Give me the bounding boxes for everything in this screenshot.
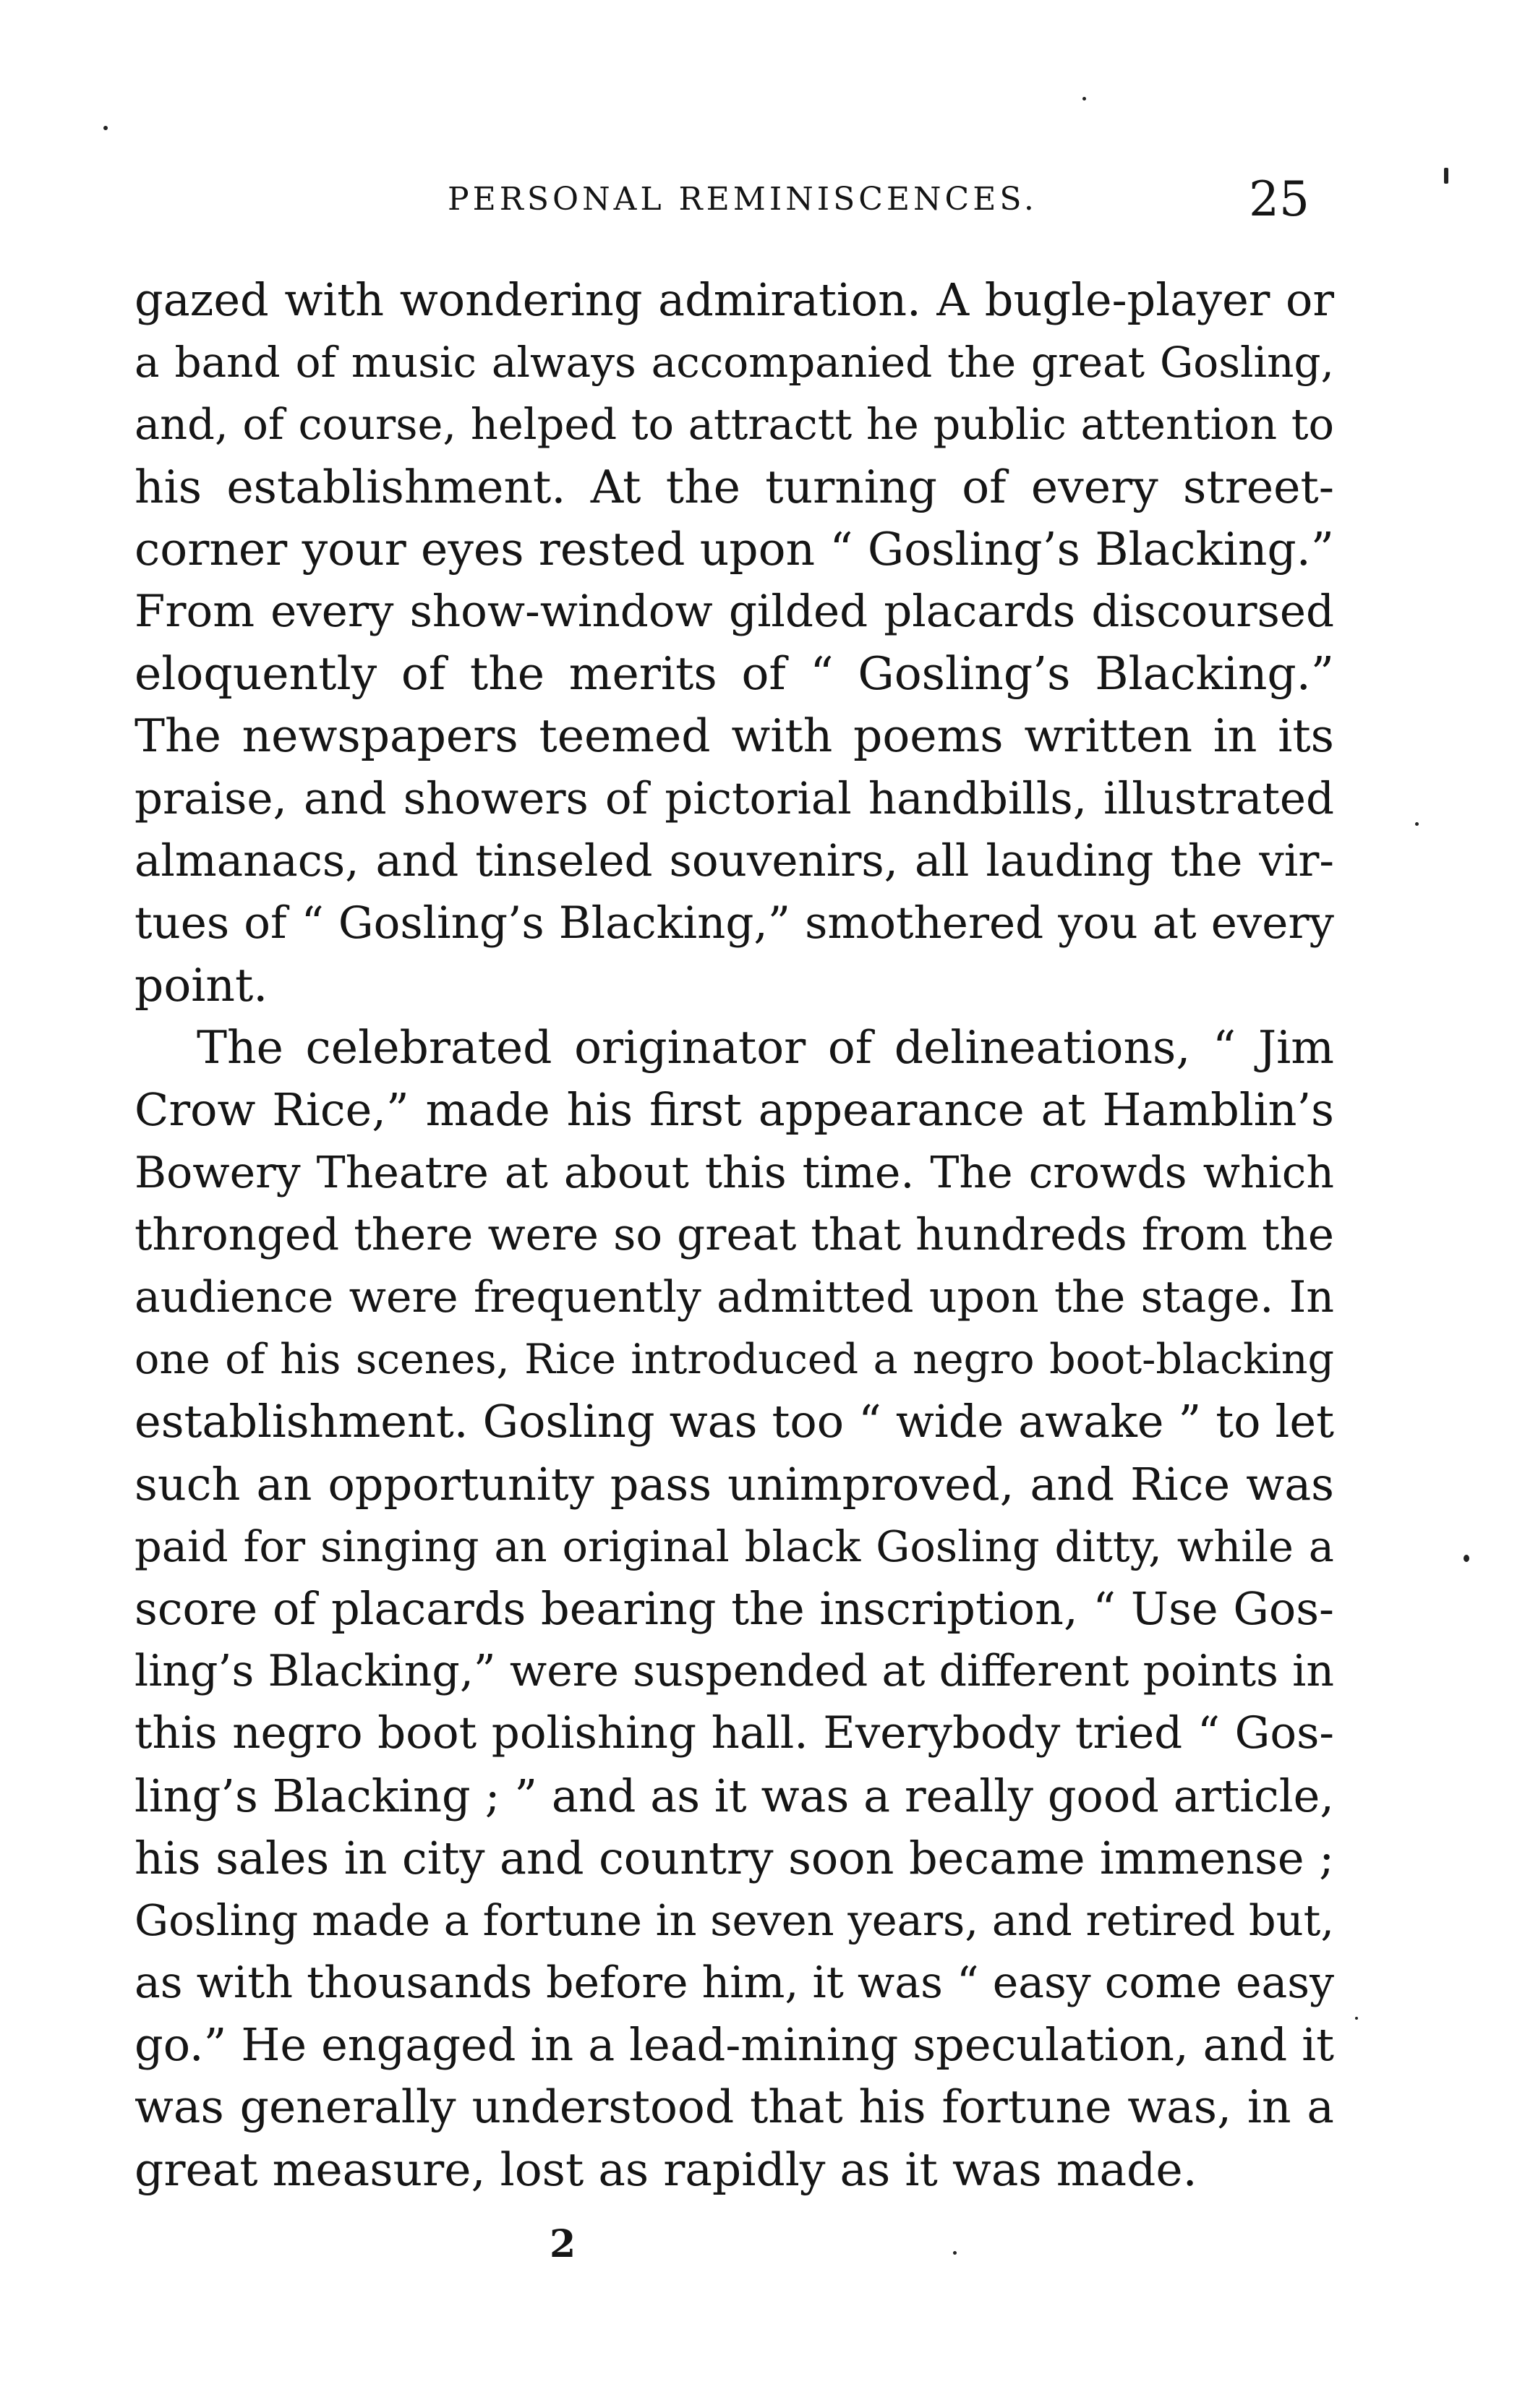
- text-line: ling’s Blacking,” were suspended at different points in: [134, 1646, 1334, 1697]
- text-line: and, of course, helped to attractt he public attention to: [134, 399, 1334, 450]
- ink-speck: [1464, 1555, 1469, 1562]
- text-line: Gosling made a fortune in seven years, and retired but,: [134, 1895, 1335, 1945]
- text-line: one of his scenes, Rice introduced a negro boot-blacking: [134, 1336, 1334, 1384]
- ink-speck: [1355, 2017, 1358, 2020]
- ink-speck: [1082, 97, 1086, 101]
- ink-speck: [1444, 168, 1448, 184]
- text-line: a band of music always accompanied the great Gosling,: [134, 338, 1334, 388]
- text-line: almanacs, and tinseled souvenirs, all lauding the vir-: [134, 834, 1334, 887]
- text-line: eloquently of the merits of “ Gosling’s Blacking.”: [134, 647, 1334, 701]
- text-line: such an opportunity pass unimproved, and Rice was: [134, 1457, 1334, 1511]
- text-line: his establishment. At the turning of every street-: [134, 460, 1334, 513]
- ink-speck: [1415, 822, 1419, 826]
- text-line: The newspapers teemed with poems written in its: [134, 709, 1334, 763]
- text-line: as with thousands before him, it was “ easy come easy: [134, 1957, 1334, 2009]
- text-line: great measure, lost as rapidly as it was made.: [134, 2143, 1197, 2196]
- text-line: thronged there were so great that hundreds from the: [134, 1208, 1334, 1260]
- text-line: ling’s Blacking ; ” and as it was a really good article,: [134, 1769, 1334, 1822]
- text-line: his sales in city and country soon became immense ;: [134, 1831, 1334, 1884]
- running-title: PERSONAL REMINISCENCES.: [448, 181, 1038, 218]
- signature-mark: 2: [550, 2222, 576, 2266]
- text-line: praise, and showers of pictorial handbills, illustrated: [134, 772, 1334, 824]
- text-line: this negro boot polishing hall. Everybody tried “ Gos-: [134, 1707, 1334, 1759]
- ink-speck: [103, 126, 108, 130]
- text-line: Bowery Theatre at about this time. The crowds which: [134, 1147, 1334, 1198]
- text-line: corner your eyes rested upon “ Gosling’s Blacking.”: [134, 522, 1334, 576]
- text-line: paid for singing an original black Gosling ditty, while a: [134, 1521, 1334, 1571]
- text-line: audience were frequently admitted upon the stage. In: [134, 1272, 1334, 1323]
- paragraph: [134, 269, 1334, 1017]
- text-line: score of placards bearing the inscription, “ Use Gos-: [134, 1581, 1334, 1635]
- text-line: point.: [134, 959, 268, 1012]
- page-number: 25: [1249, 171, 1310, 227]
- text-line: establishment. Gosling was too “ wide awake ” to let: [134, 1395, 1334, 1448]
- paragraph: [134, 1017, 1334, 2201]
- ink-speck: [953, 2251, 957, 2255]
- text-line: gazed with wondering admiration. A bugle-player or: [134, 273, 1334, 326]
- text-line: Crow Rice,” made his first appearance at Hamblin’s: [134, 1083, 1334, 1137]
- text-line: go.” He engaged in a lead-mining speculation, and it: [134, 2018, 1334, 2072]
- body-text: [134, 269, 1334, 2201]
- text-line: The celebrated originator of delineations, “ Jim: [197, 1021, 1334, 1075]
- text-line: From every show-window gilded placards discoursed: [134, 585, 1334, 637]
- text-line: tues of “ Gosling’s Blacking,” smothered you at every: [134, 897, 1334, 949]
- text-line: was generally understood that his fortune was, in a: [134, 2080, 1334, 2134]
